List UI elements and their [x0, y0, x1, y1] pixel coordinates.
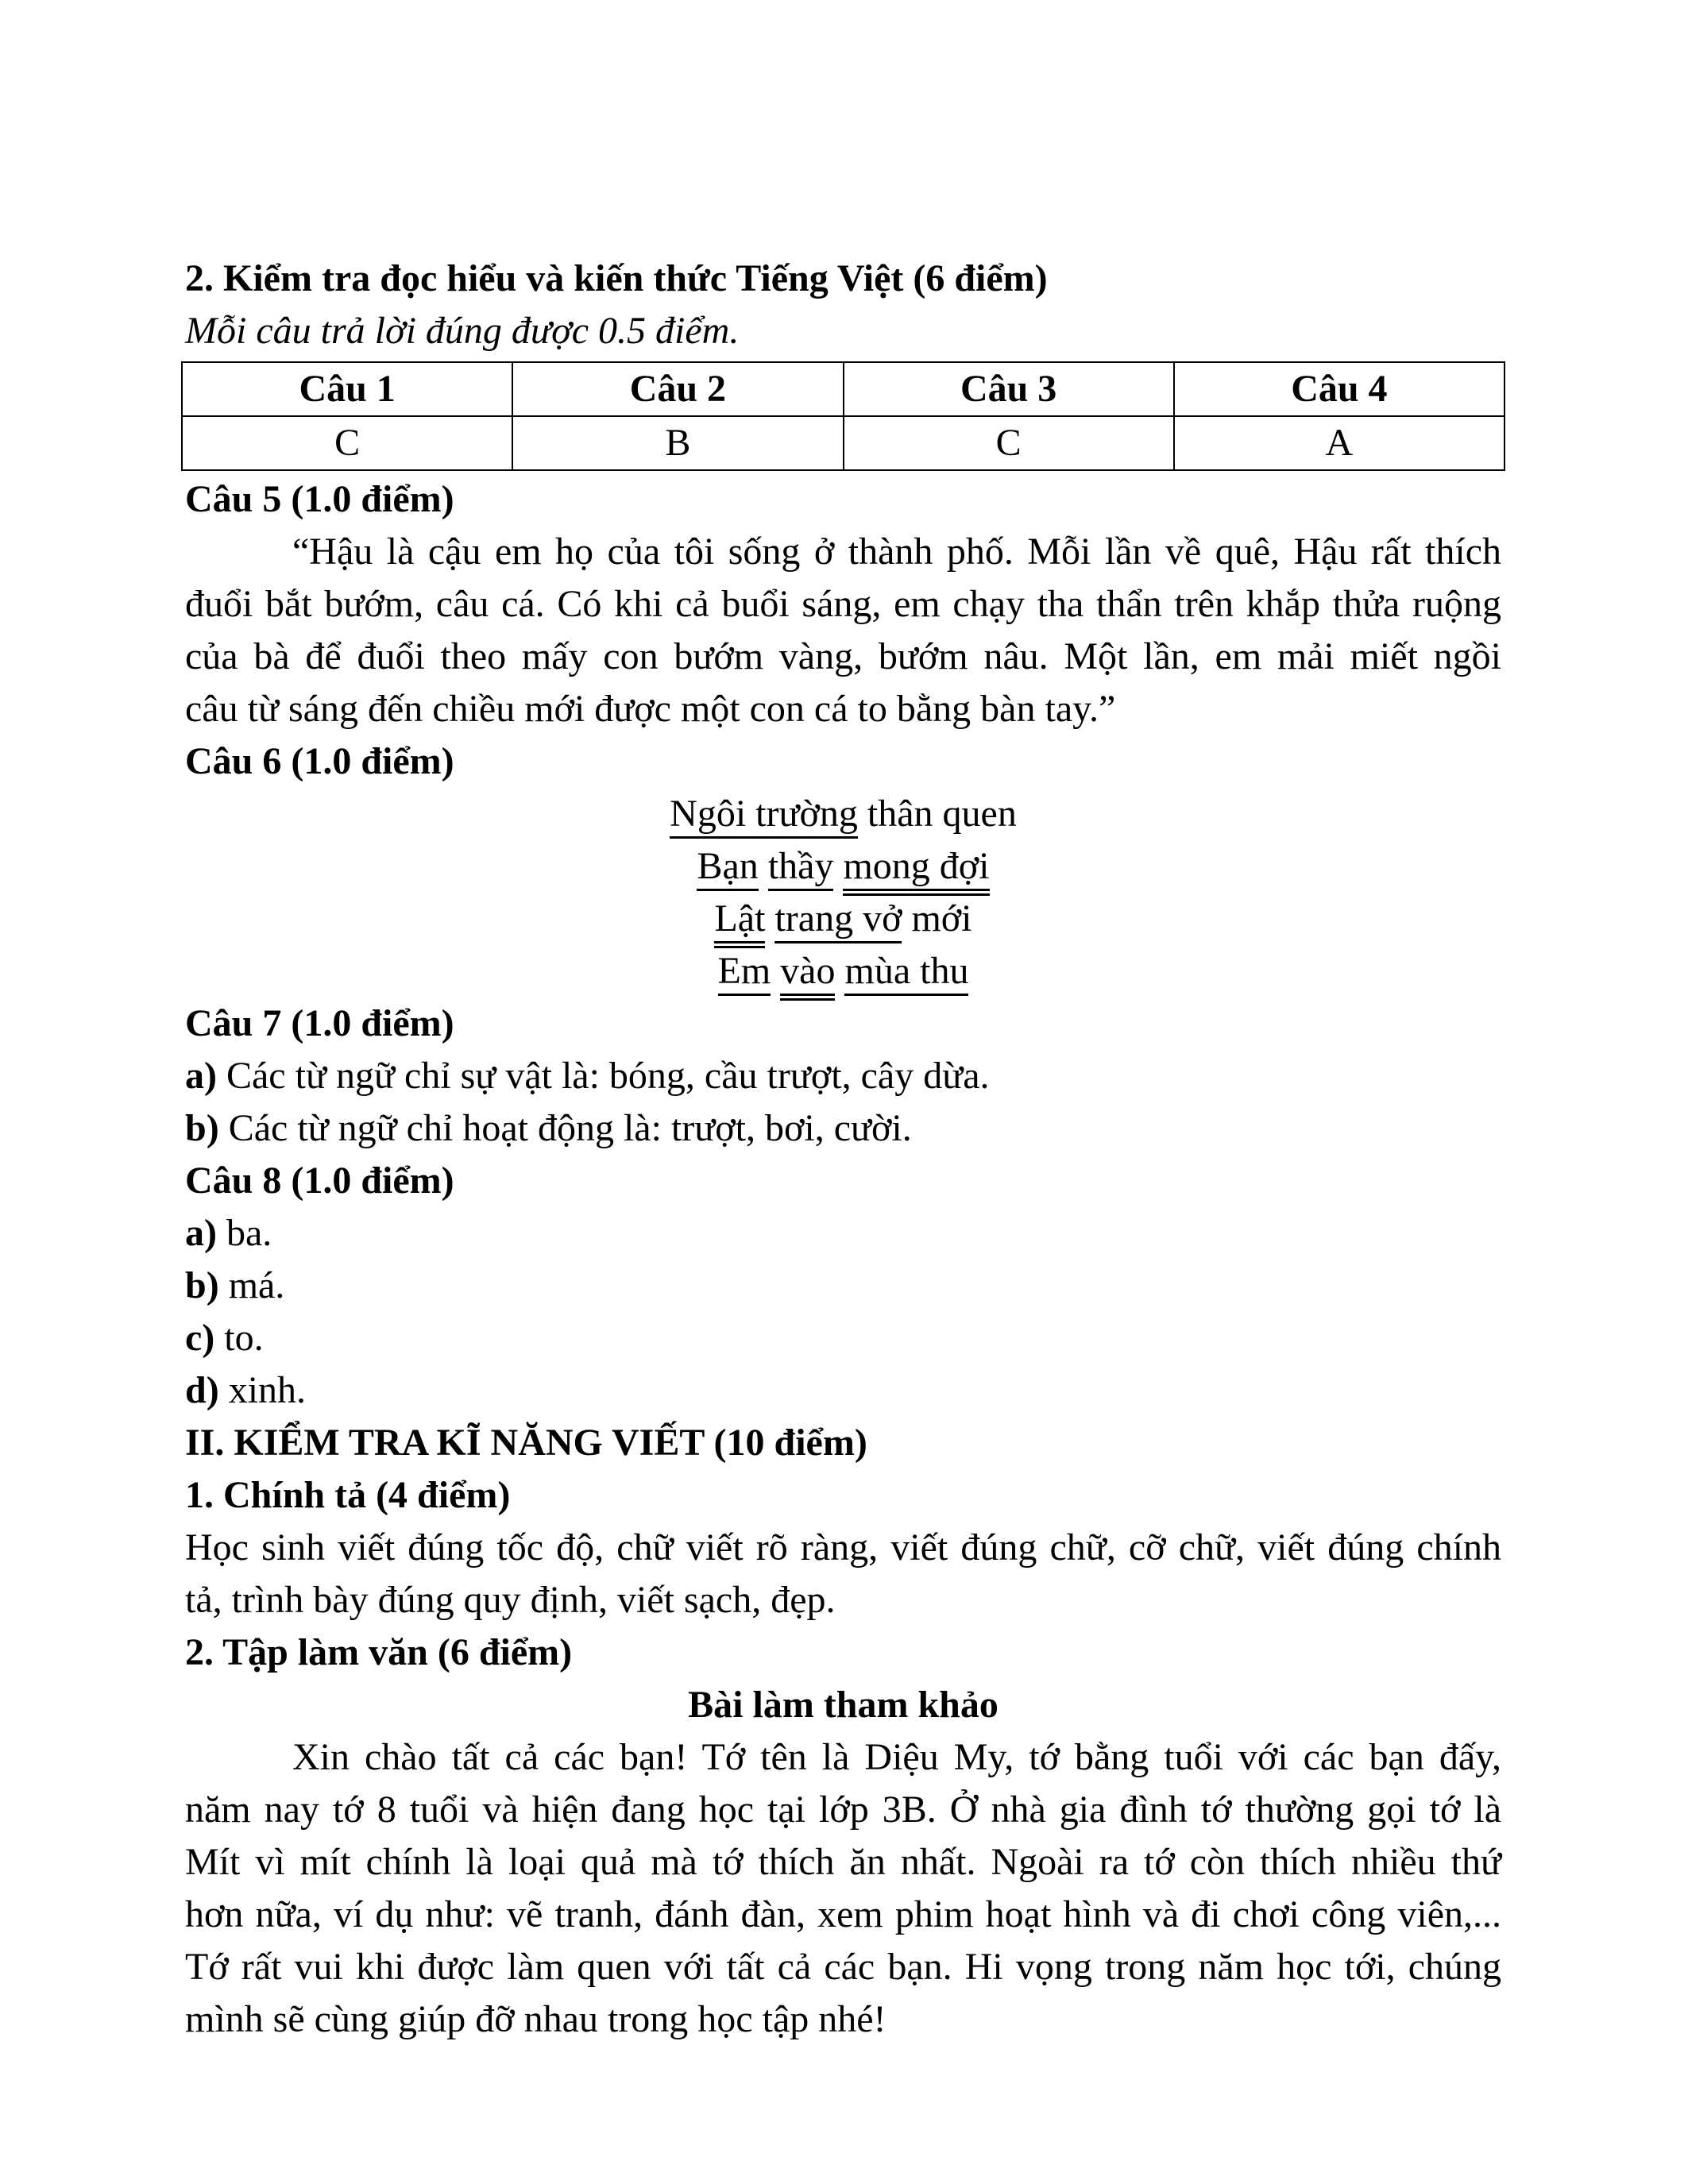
- chinh-ta-heading: 1. Chính tả (4 điểm): [185, 1474, 511, 1516]
- chinh-ta-line: Học sinh viết đúng tốc độ, chữ viết rõ ràng, viết đúng chữ, cỡ chữ, viết đúng chính: [185, 1526, 1501, 1569]
- item-label: b): [185, 1107, 219, 1149]
- double-underlined-verb: vào: [780, 950, 835, 1001]
- cau5-heading: Câu 5 (1.0 điểm): [185, 478, 454, 520]
- essay-line: Mít vì mít chính là loại quả mà tớ thích ăn nhất. Ngoài ra tớ còn thích nhiều thứ: [185, 1841, 1501, 1883]
- scoring-note: Mỗi câu trả lời đúng được 0.5 điểm.: [185, 310, 740, 352]
- answer-table-header: Câu 4: [1174, 362, 1505, 416]
- essay-line: hơn nữa, ví dụ như: vẽ tranh, đánh đàn, xem phim hoạt hình và đi chơi công viên,...: [185, 1893, 1501, 1935]
- cau5-paragraph-line: đuổi bắt bướm, câu cá. Có khi cả buổi sáng, em chạy tha thẩn trên khắp thửa ruộng: [185, 583, 1501, 625]
- item-label: b): [185, 1264, 219, 1306]
- answer-cell: C: [844, 416, 1174, 470]
- answer-cell: C: [182, 416, 512, 470]
- item-text: xinh.: [218, 1369, 307, 1411]
- poem-line: [185, 788, 1501, 840]
- poem-line: [185, 893, 1501, 945]
- poem-line: [185, 945, 1501, 997]
- reading-section-heading: 2. Kiểm tra đọc hiểu và kiến thức Tiếng Việt (6 điểm): [185, 257, 1048, 299]
- answer-table-header: Câu 3: [844, 362, 1174, 416]
- poem-line: [185, 840, 1501, 893]
- poem-text: [833, 845, 843, 887]
- poem-text: [765, 897, 774, 940]
- list-item: [185, 1050, 1501, 1102]
- underlined-noun: Bạn: [697, 845, 758, 891]
- poem-text: [759, 845, 768, 887]
- item-label: a): [185, 1212, 217, 1254]
- item-text: Các từ ngữ chỉ sự vật là: bóng, cầu trượt, cây dừa.: [216, 1055, 990, 1097]
- answer-cell: B: [512, 416, 843, 470]
- underlined-noun: thầy: [768, 845, 834, 891]
- answer-table: [181, 361, 1505, 471]
- chinh-ta-line: tả, trình bày đúng quy định, viết sạch, đẹp.: [185, 1579, 836, 1621]
- cau5-paragraph-line: của bà để đuổi theo mấy con bướm vàng, bướm nâu. Một lần, em mải miết ngồi: [185, 635, 1501, 677]
- item-text: Các từ ngữ chỉ hoạt động là: trượt, bơi, cười.: [218, 1107, 912, 1149]
- item-label: d): [185, 1369, 219, 1411]
- cau7-heading: Câu 7 (1.0 điểm): [185, 1002, 454, 1044]
- poem-text: [835, 950, 844, 992]
- answer-cell: A: [1174, 416, 1505, 470]
- essay-line: Tớ rất vui khi được làm quen với tất cả các bạn. Hi vọng trong năm học tới, chúng: [185, 1946, 1501, 1988]
- list-item: [185, 1364, 1501, 1417]
- essay-line: năm nay tớ 8 tuổi và hiện đang học tại lớp 3B. Ở nhà gia đình tớ thường gọi tớ là: [185, 1788, 1501, 1831]
- sample-essay-title: Bài làm tham khảo: [688, 1684, 999, 1726]
- item-label: c): [185, 1317, 215, 1359]
- double-underlined-verb: mong đợi: [843, 845, 989, 896]
- list-item: [185, 1312, 1501, 1364]
- item-text: má.: [218, 1264, 285, 1306]
- double-underlined-verb: Lật: [714, 897, 765, 948]
- answer-table-header-row: [182, 362, 1505, 416]
- item-label: a): [185, 1055, 217, 1097]
- writing-section-heading: II. KIỂM TRA KĨ NĂNG VIẾT (10 điểm): [185, 1422, 867, 1464]
- cau6-heading: Câu 6 (1.0 điểm): [185, 740, 454, 782]
- answer-table-header: Câu 2: [512, 362, 843, 416]
- poem-text: mới: [902, 897, 972, 940]
- list-item: [185, 1207, 1501, 1260]
- poem-text: [771, 950, 780, 992]
- answer-table-header: Câu 1: [182, 362, 512, 416]
- cau5-paragraph-line: câu từ sáng đến chiều mới được một con cá to bằng bàn tay.”: [185, 688, 1116, 730]
- underlined-noun: mùa thu: [844, 950, 968, 996]
- essay-line: Xin chào tất cả các bạn! Tớ tên là Diệu My, tớ bằng tuổi với các bạn đấy,: [292, 1736, 1501, 1778]
- list-item: [185, 1260, 1501, 1312]
- essay-line: mình sẽ cùng giúp đỡ nhau trong học tập nhé!: [185, 1998, 886, 2040]
- tap-lam-van-heading: 2. Tập làm văn (6 điểm): [185, 1631, 573, 1673]
- cau8-heading: Câu 8 (1.0 điểm): [185, 1160, 454, 1202]
- answer-table-value-row: [182, 416, 1505, 470]
- list-item: [185, 1102, 1501, 1155]
- underlined-noun: trang vở: [774, 897, 902, 943]
- poem-text: thân quen: [857, 793, 1017, 835]
- item-text: to.: [214, 1317, 264, 1359]
- underlined-noun: Em: [718, 950, 771, 996]
- item-text: ba.: [216, 1212, 272, 1254]
- cau5-paragraph-line: “Hậu là cậu em họ của tôi sống ở thành phố. Mỗi lần về quê, Hậu rất thích: [292, 531, 1501, 573]
- underlined-noun: Ngôi trường: [670, 793, 858, 839]
